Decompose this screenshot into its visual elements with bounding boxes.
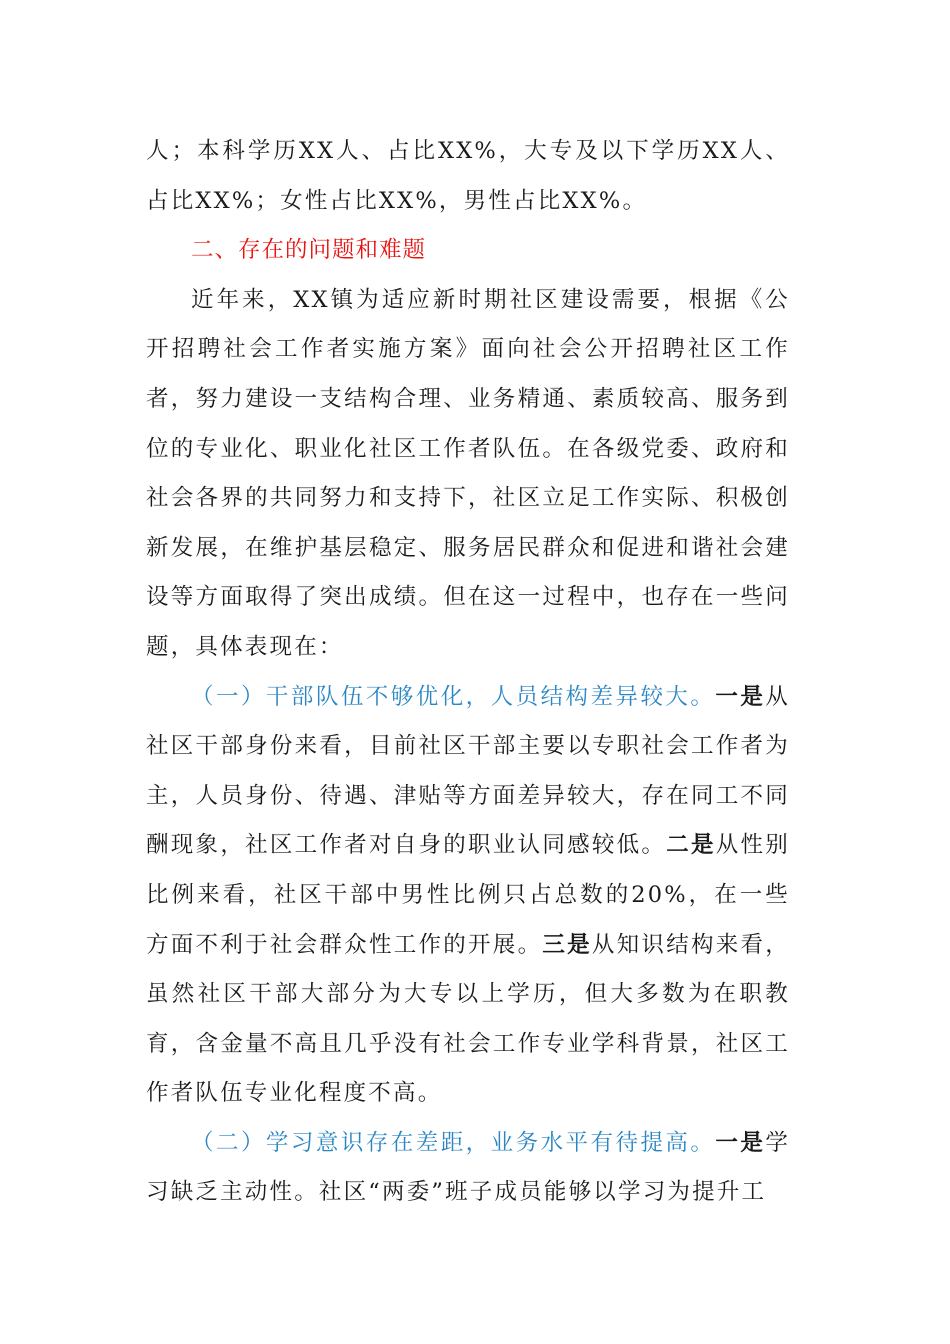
subheading-2: （二）学习意识存在差距，业务水平有待提高。 — [191, 1129, 716, 1156]
paragraph-text: 学习缺乏主动性。社区“两委”班子成员能够以学习为提升工 — [146, 1129, 791, 1206]
lead-marker: 一是 — [715, 1129, 766, 1156]
paragraph-text: 从性别比例来看，社区干部中男性比例只占总数的20%，在一些方面不利于社会群众性工作的开展。 — [146, 832, 790, 958]
paragraph-intro — [146, 276, 790, 673]
paragraph-sub1 — [146, 673, 790, 1119]
lead-marker: 一是 — [715, 683, 766, 710]
lead-marker: 三是 — [542, 931, 592, 958]
paragraph-sub2 — [146, 1119, 790, 1218]
section-heading-text: 二、存在的问题和难题 — [191, 237, 427, 264]
paragraph-statistics — [146, 127, 790, 226]
section-heading — [146, 226, 790, 276]
paragraph-text: 从社区干部身份来看，目前社区干部主要以专职社会工作者为主，人员身份、待遇、津贴等方面差异较大，存在同工不同酬现象，社区工作者对自身的职业认同感较低。 — [146, 683, 791, 859]
paragraph-text: 近年来，XX镇为适应新时期社区建设需要，根据《公开招聘社会工作者实施方案》面向社会公开招聘社区工作者，努力建设一支结构合理、业务精通、素质较高、服务到位的专业化、职业化社区工作者队伍。在各级党委、政府和社会各界的共同努力和支持下，社区立足工作实际、积极创新发展，在维护基层稳定、服务居民群众和促进和谐社会建设等方面取得了突出成绩。但在这一过程中，也存在一些问题，具体表现在： — [146, 286, 790, 660]
lead-marker: 二是 — [666, 832, 716, 859]
paragraph-text: 从知识结构来看，虽然社区干部大部分为大专以上学历，但大多数为在职教育，含金量不高且几乎没有社会工作专业学科背景，社区工作者队伍专业化程度不高。 — [146, 931, 790, 1107]
paragraph-text: 人；本科学历XX人、占比XX%，大专及以下学历XX人、占比XX%；女性占比XX%，男性占比XX%。 — [146, 138, 790, 214]
document-page — [146, 127, 790, 1218]
subheading-1: （一）干部队伍不够优化，人员结构差异较大。 — [191, 683, 716, 710]
